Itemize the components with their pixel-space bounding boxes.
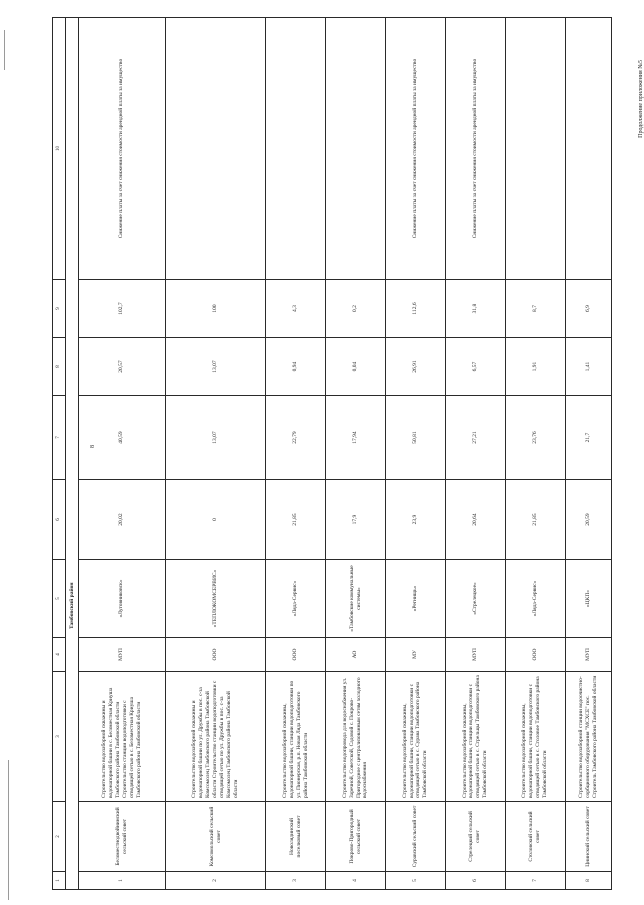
value-col9: 4,3 [266,280,326,338]
value-col9: 0,2 [326,280,386,338]
value-col7: 40,59 [79,396,166,480]
project-description: Строительство водопровода для водоснабжения ул. Заречной, Советской, Садовой с. Покрово-Пригородное с централизованным сетям холодного водоснабжения [326,672,386,802]
continuation-note: Продолжение приложения №5 [638,60,644,138]
council-name: Цнинский сельский совет [565,802,611,872]
legal-form: ООО [266,638,326,672]
value-col6: 0 [165,480,265,560]
row-number: 4 [326,872,386,890]
legal-form: ООО [505,638,565,672]
table-row [385,18,445,890]
legal-form: ООО [165,638,265,672]
council-name: Новолядинский поселковый совет [266,802,326,872]
legal-form: МУП [79,638,166,672]
header-cell: 7 [53,396,66,480]
legal-form: АО [326,638,386,672]
row-number: 3 [266,872,326,890]
value-col9: 112,6 [385,280,445,338]
funding-source: Снижение платы за счет снижения стоимости арендной платы за имущество [385,18,445,280]
organization-name: «Ляда-Сервис» [266,560,326,638]
header-cell: 1 [53,872,66,890]
funding-source [505,18,565,280]
value-col8: 6,57 [445,338,505,396]
project-description: Строительство водозаборной скважины, водонапорной башни, станции водоподготовки с отводящей сетью в с. Сурава Тамбовского района Тамбовской области [385,672,445,802]
council-name: Суравский сельский совет [385,802,445,872]
value-col6: 21,85 [266,480,326,560]
value-col8: 1,91 [505,338,565,396]
region-title: Тамбовский район [66,18,79,890]
value-col8: 20,57 [79,338,166,396]
table-row [505,18,565,890]
value-col6: 20,02 [79,480,166,560]
council-name: Комсомольский сельский совет [165,802,265,872]
value-col7: 23,76 [505,396,565,480]
value-col9: 100 [165,280,265,338]
project-description: Строительство водозаборной станции водоочистно-сорбционного оборудования "МСХСЕ" пос. Строитель Тамбовского района Тамбовской области [565,672,611,802]
header-cell: 6 [53,480,66,560]
value-col7: 50,81 [385,396,445,480]
organization-name: «Тамбовские коммунальные системы» [326,560,386,638]
value-col9: 102,7 [79,280,166,338]
organization-name: «Ляда-Сервис» [505,560,565,638]
project-description: Строительство водозаборной скважины и водонапорной башни в с. Беломестная Криуша Тамбовского района Тамбовской области Строительство станции водоподготовки с отводящей сетью в с. Беломестная Криуша Тамбовского района Тамбовской области [79,672,166,802]
row-number: 1 [79,872,166,890]
legal-form: МУ [385,638,445,672]
header-cell: 4 [53,638,66,672]
value-col7: 21,7 [565,396,611,480]
council-name: Беломестнодвойнинский сельский совет [79,802,166,872]
value-col8: 13,07 [165,338,265,396]
value-col6: 23,9 [385,480,445,560]
table-row [266,18,326,890]
header-cell: 8 [53,338,66,396]
funding-source [565,18,611,280]
scan-artifact-line [4,30,5,70]
project-description: Строительство водозаборной скважины, водонапорной башни, станции водоподготовки с отводящей сетью в с. Столовое Тамбовского района Тамбовской области [505,672,565,802]
header-row [53,18,66,890]
council-name: Покрово-Пригородный сельский совет [326,802,386,872]
table-row [565,18,611,890]
row-number: 5 [385,872,445,890]
value-col7: 13,07 [165,396,265,480]
tariff-table [52,17,612,890]
value-col8: 0,94 [266,338,326,396]
region-row [66,18,79,890]
funding-source: Снижение платы за счет снижения стоимости арендной платы за имущество [445,18,505,280]
row-number: 8 [565,872,611,890]
organization-name: «ЦКП» [565,560,611,638]
organization-name: «Стрелецкое» [445,560,505,638]
header-cell: 10 [53,18,66,280]
value-col6: 17,9 [326,480,386,560]
project-description: Строительство водозаборной скважины и водонапорной башни по ул. Дружбы в пос. с-за Комсомолец Тамбовского района Тамбовской области Строительство станции водоподготовки с отводящей сетью по ул. Дружбы в пос. с-за Комсомолец Тамбовского района Тамбовской области [165,672,265,802]
table-row [79,18,166,890]
header-cell: 5 [53,560,66,638]
page-number: 8 [90,445,96,448]
value-col6: 20,59 [565,480,611,560]
rotated-sheet [52,18,612,890]
rotated-content [52,18,612,890]
header-cell: 9 [53,280,66,338]
council-name: Столовский сельский совет [505,802,565,872]
organization-name: «Луговниковск» [79,560,166,638]
header-cell: 3 [53,672,66,802]
value-col9: 6,9 [565,280,611,338]
council-name: Стрелецкий сельский совет [445,802,505,872]
scan-artifact-line [8,760,9,900]
funding-source [165,18,265,280]
legal-form: МУП [445,638,505,672]
funding-source [266,18,326,280]
value-col6: 21,85 [505,480,565,560]
value-col8: 26,91 [385,338,445,396]
project-description: Строительство водозаборной скважины, водонапорной башни, станции водоподготовки с отводящей сетью в с. Стрельцы Тамбовского района Тамбовской области [445,672,505,802]
row-number: 2 [165,872,265,890]
value-col7: 17,94 [326,396,386,480]
organization-name: «Регнищь» [385,560,445,638]
funding-source [326,18,386,280]
value-col9: 8,7 [505,280,565,338]
header-cell: 2 [53,802,66,872]
value-col8: 1,41 [565,338,611,396]
project-description: Строительство водозаборной скважины, водонапорной башни, станции водоподготовки по ул. Пионерская, р.п. Новая Ляда Тамбовского района Тамбовской области [266,672,326,802]
value-col6: 20,64 [445,480,505,560]
table-row [165,18,265,890]
value-col9: 31,8 [445,280,505,338]
legal-form: МУП [565,638,611,672]
organization-name: «ТЕПЛОКОМСЕРВИС» [165,560,265,638]
funding-source: Снижение платы за счет снижения стоимости арендной платы за имущество [79,18,166,280]
row-number: 7 [505,872,565,890]
row-number: 6 [445,872,505,890]
table-row [445,18,505,890]
value-col8: 0,04 [326,338,386,396]
value-col7: 22,79 [266,396,326,480]
table-row [326,18,386,890]
value-col7: 27,21 [445,396,505,480]
